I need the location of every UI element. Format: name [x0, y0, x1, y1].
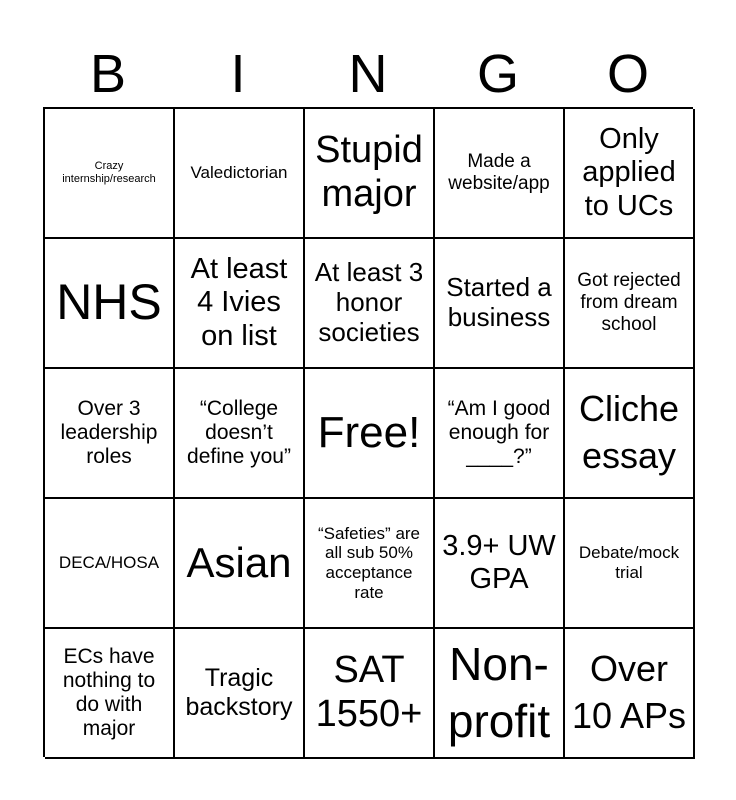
bingo-cell-free-space[interactable]: Free!: [305, 369, 435, 499]
bingo-cell-stupid-major[interactable]: Stupid major: [305, 109, 435, 239]
bingo-cell-deca-hosa[interactable]: DECA/HOSA: [45, 499, 175, 629]
bingo-cell-asian[interactable]: Asian: [175, 499, 305, 629]
bingo-cell-over-10-aps[interactable]: Over 10 APs: [565, 629, 695, 759]
bingo-cell-tragic-backstory[interactable]: Tragic backstory: [175, 629, 305, 759]
bingo-cell-four-ivies[interactable]: At least 4 Ivies on list: [175, 239, 305, 369]
header-letter-o: O: [606, 44, 649, 104]
bingo-cell-non-profit[interactable]: Non-profit: [435, 629, 565, 759]
bingo-cell-started-business[interactable]: Started a business: [435, 239, 565, 369]
header-letter-g: G: [476, 44, 519, 104]
bingo-cell-only-ucs[interactable]: Only applied to UCs: [565, 109, 695, 239]
bingo-cell-ecs-major[interactable]: ECs have nothing to do with major: [45, 629, 175, 759]
bingo-board: [43, 107, 693, 757]
bingo-cell-gpa[interactable]: 3.9+ UW GPA: [435, 499, 565, 629]
bingo-cell-college-define[interactable]: “College doesn’t define you”: [175, 369, 305, 499]
bingo-cell-leadership-roles[interactable]: Over 3 leadership roles: [45, 369, 175, 499]
bingo-cell-valedictorian[interactable]: Valedictorian: [175, 109, 305, 239]
bingo-cell-cliche-essay[interactable]: Cliche essay: [565, 369, 695, 499]
bingo-cell-sat[interactable]: SAT 1550+: [305, 629, 435, 759]
bingo-cell-debate-mock-trial[interactable]: Debate/mock trial: [565, 499, 695, 629]
bingo-cell-safeties[interactable]: “Safeties” are all sub 50% acceptance rate: [305, 499, 435, 629]
bingo-cell-good-enough[interactable]: “Am I good enough for ____?”: [435, 369, 565, 499]
bingo-header: [43, 40, 693, 108]
header-letter-n: N: [348, 44, 388, 104]
bingo-cell-honor-societies[interactable]: At least 3 honor societies: [305, 239, 435, 369]
header-letter-i: I: [230, 44, 246, 104]
bingo-cell-website-app[interactable]: Made a website/app: [435, 109, 565, 239]
bingo-cell-nhs[interactable]: NHS: [45, 239, 175, 369]
header-letter-b: B: [89, 44, 127, 104]
bingo-cell-rejected-dream-school[interactable]: Got rejected from dream school: [565, 239, 695, 369]
bingo-cell-crazy-internship[interactable]: Crazy internship/research: [45, 109, 175, 239]
